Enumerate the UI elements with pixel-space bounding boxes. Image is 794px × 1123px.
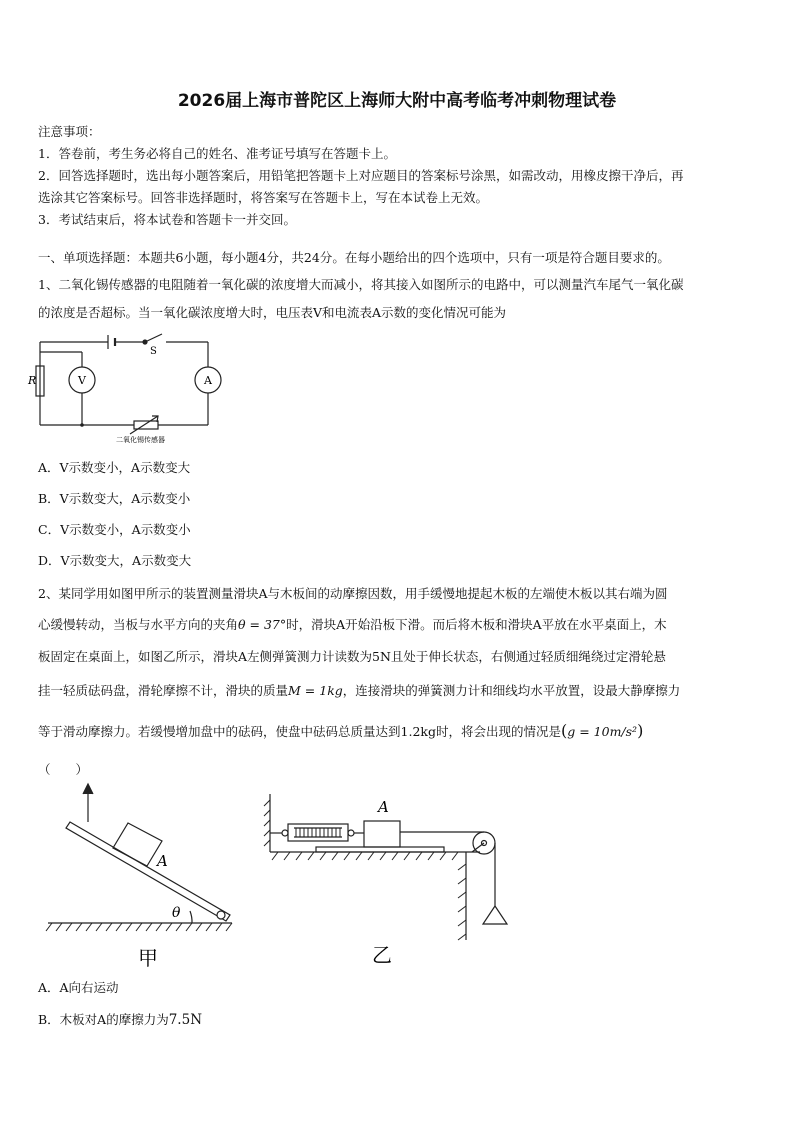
question-2-text: 心缓慢转动，当板与水平方向的夹角θ = 37°时，滑块A开始沿板下滑。而后将木板和滑块A平放在水平桌面上，木 xyxy=(38,617,667,632)
question-1-text: 的浓度是否超标。当一氧化碳浓度增大时，电压表V和电流表A示数的变化情况可能为 xyxy=(38,305,507,320)
a-label: A xyxy=(204,374,212,387)
r-label: R xyxy=(28,374,37,387)
exam-title: 2026届上海市普陀区上海师大附中高考临考冲刺物理试卷 xyxy=(177,91,617,111)
total-mass-value: 1.2kg xyxy=(400,724,436,739)
notice-heading: 注意事项： xyxy=(38,124,101,139)
spring-scale-body xyxy=(288,824,348,841)
section-heading: 一、单项选择题：本题共6小题，每小题4分，共24分。在每小题给出的四个选项中，只有一项是符合题目要求的。 xyxy=(38,250,670,265)
question-2-text: 等于滑动摩擦力。若缓慢增加盘中的砝码，使盘中砝码总质量达到1.2kg时，将会出现的情况是(g = 10m/s²) xyxy=(38,721,644,740)
block-a-label: A xyxy=(157,852,168,870)
notice-item: 3．考试结束后，将本试卷和答题卡一并交回。 xyxy=(38,212,296,227)
block-a-label: A xyxy=(378,798,389,816)
figure-jia-caption: 甲 xyxy=(138,946,158,970)
theta-label: θ xyxy=(172,905,181,921)
force-value: 5N xyxy=(372,649,391,664)
figure-yi-setup xyxy=(258,790,508,970)
option-a: A．V示数变小，A示数变大 xyxy=(38,460,191,475)
question-2-text: 板固定在桌面上，如图乙所示，滑块A左侧弹簧测力计读数为5N且处于伸长状态，右侧通过轻质细绳绕过定滑轮悬 xyxy=(38,649,666,664)
scale-hook-left xyxy=(282,830,288,836)
angle-value: θ = 37° xyxy=(238,617,287,632)
option-b: B．V示数变大，A示数变小 xyxy=(38,491,191,506)
switch-blade xyxy=(145,334,162,342)
spring-coil xyxy=(296,828,340,837)
notice-item: 1．答卷前，考生务必将自己的姓名、准考证号填写在答题卡上。 xyxy=(38,146,396,161)
sensor-resistor xyxy=(134,421,158,429)
mass-value: M = 1kg xyxy=(288,683,343,698)
question-2-text: 挂一轻质砝码盘，滑轮摩擦不计，滑块的质量M = 1kg，连接滑块的弹簧测力计和细线均水平放置，设最大静摩擦力 xyxy=(38,683,681,698)
notice-item: 选涂其它答案标号。回答非选择题时，将答案写在答题卡上，写在本试卷上无效。 xyxy=(38,190,489,205)
s-label: S xyxy=(150,346,157,357)
wooden-board xyxy=(316,847,444,852)
friction-value: 7.5N xyxy=(168,1012,203,1028)
question-2-text: 2、某同学用如图甲所示的装置测量滑块A与木板间的动摩擦因数，用手缓慢地提起木板的左端使木板以其右端为圆 xyxy=(38,586,668,601)
v-label: V xyxy=(78,374,86,387)
slider-block-a xyxy=(364,821,400,847)
pivot-circle xyxy=(217,911,225,919)
question-1-text: 1、二氧化锡传感器的电阻随着一氧化碳的浓度增大而减小，将其接入如图所示的电路中，可以测量汽车尾气一氧化碳 xyxy=(38,277,684,292)
option-c: C．V示数变小，A示数变小 xyxy=(38,522,191,537)
figure-yi-caption: 乙 xyxy=(372,943,392,967)
answer-bracket: （ ） xyxy=(38,762,89,777)
sensor-label: 二氧化锡传感器 xyxy=(116,436,165,444)
circuit-diagram xyxy=(30,330,230,450)
option-b: B．木板对A的摩擦力为7.5N xyxy=(38,1012,203,1028)
notice-item: 2．回答选择题时，选出每小题答案后，用铅笔把答题卡上对应题目的答案标号涂黑，如需改动，用橡皮擦干净后，再 xyxy=(38,168,684,183)
wooden-board xyxy=(66,822,230,921)
figure-jia-incline xyxy=(40,780,240,970)
option-d: D．V示数变大，A示数变大 xyxy=(38,553,192,568)
ground-hatching xyxy=(46,923,232,931)
scale-hook-right xyxy=(348,830,354,836)
g-value: g = 10m/s² xyxy=(567,724,638,739)
option-a: A．A向右运动 xyxy=(38,980,119,995)
weight-pan xyxy=(483,906,507,924)
